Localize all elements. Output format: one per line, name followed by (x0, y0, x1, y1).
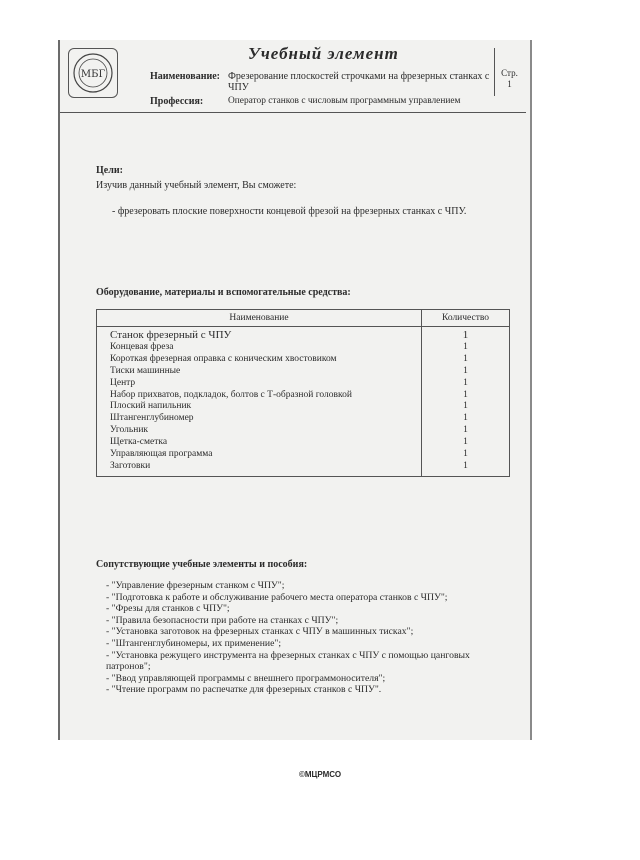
element-title: Учебный элемент (248, 44, 399, 63)
table-row (97, 342, 510, 354)
goals-intro: Изучив данный учебный элемент, Вы сможете: (96, 180, 297, 191)
goals-item: - фрезеровать плоские поверхности концевой фрезой на фрезерных станках с ЧПУ. (112, 206, 467, 217)
table-row (97, 390, 510, 402)
table-row (97, 401, 510, 413)
equipment-table (96, 309, 510, 477)
equipment-name: Заготовки (97, 461, 422, 476)
table-row (97, 354, 510, 366)
related-heading: Сопутствующие учебные элементы и пособия: (96, 559, 308, 570)
table-row (97, 437, 510, 449)
equipment-qty: 1 (422, 437, 510, 449)
equipment-name: Станок фрезерный с ЧПУ (97, 327, 422, 342)
equipment-qty: 1 (422, 378, 510, 390)
logo (68, 48, 118, 98)
table-row (97, 378, 510, 390)
list-item: - "Чтение программ по распечатке для фрезерных станков с ЧПУ". (106, 684, 382, 696)
equipment-qty: 1 (422, 425, 510, 437)
list-item: - "Фрезы для станков с ЧПУ"; (106, 603, 230, 615)
logo-text: МБГ (80, 69, 106, 80)
table-header-row (97, 310, 510, 327)
equipment-name: Штангенглубиномер (97, 413, 422, 425)
equipment-name: Концевая фреза (97, 342, 422, 354)
equipment-name: Управляющая программа (97, 449, 422, 461)
list-item: - "Правила безопасности при работе на станках с ЧПУ"; (106, 614, 339, 626)
related-list (106, 580, 514, 696)
copyright-footer: ©МЦРМСО (298, 770, 342, 779)
equipment-qty: 1 (422, 413, 510, 425)
page-indicator (494, 48, 524, 96)
page-label: Стр. (501, 68, 518, 78)
name-value: Фрезерование плоскостей строчками на фрезерных станках с ЧПУ (228, 71, 490, 93)
table-row (97, 327, 510, 342)
list-item: - "Подготовка к работе и обслуживание рабочего места оператора станков с ЧПУ"; (106, 591, 448, 603)
equipment-qty: 1 (422, 449, 510, 461)
page-number: 1 (507, 79, 512, 89)
list-item: - "Установка режущего инструмента на фрезерных станках с ЧПУ с помощью цанговых патронов"; (106, 649, 470, 673)
profession-label: Профессия: (150, 96, 204, 107)
logo-emblem-icon (69, 49, 117, 97)
table-row (97, 413, 510, 425)
name-label: Наименование: (150, 71, 220, 82)
equipment-name: Плоский напильник (97, 401, 422, 413)
table-row (97, 425, 510, 437)
equipment-qty: 1 (422, 461, 510, 476)
equipment-qty: 1 (422, 342, 510, 354)
equipment-qty: 1 (422, 390, 510, 402)
profession-value: Оператор станков с числовым программным управлением (228, 96, 461, 106)
table-row (97, 461, 510, 476)
equipment-name: Короткая фрезерная оправка с коническим хвостовиком (97, 354, 422, 366)
goals-heading: Цели: (96, 165, 123, 176)
equipment-qty: 1 (422, 366, 510, 378)
document-header (60, 42, 526, 113)
equipment-qty: 1 (422, 327, 510, 342)
equipment-name: Тиски машинные (97, 366, 422, 378)
equipment-heading: Оборудование, материалы и вспомогательные средства: (96, 287, 351, 298)
col-qty-header: Количество (422, 310, 510, 327)
equipment-name: Набор прихватов, подкладок, болтов с Т-образной головкой (97, 390, 422, 402)
list-item: - "Штангенглубиномеры, их применение"; (106, 637, 282, 649)
list-item: - "Ввод управляющей программы с внешнего программоносителя"; (106, 672, 386, 684)
table-row (97, 449, 510, 461)
equipment-qty: 1 (422, 401, 510, 413)
list-item: - "Управление фрезерным станком с ЧПУ"; (106, 580, 285, 591)
equipment-name: Щетка-сметка (97, 437, 422, 449)
equipment-name: Угольник (97, 425, 422, 437)
equipment-name: Центр (97, 378, 422, 390)
equipment-qty: 1 (422, 354, 510, 366)
table-row (97, 366, 510, 378)
col-name-header: Наименование (97, 310, 422, 327)
list-item: - "Установка заготовок на фрезерных станках с ЧПУ в машинных тисках"; (106, 626, 414, 638)
